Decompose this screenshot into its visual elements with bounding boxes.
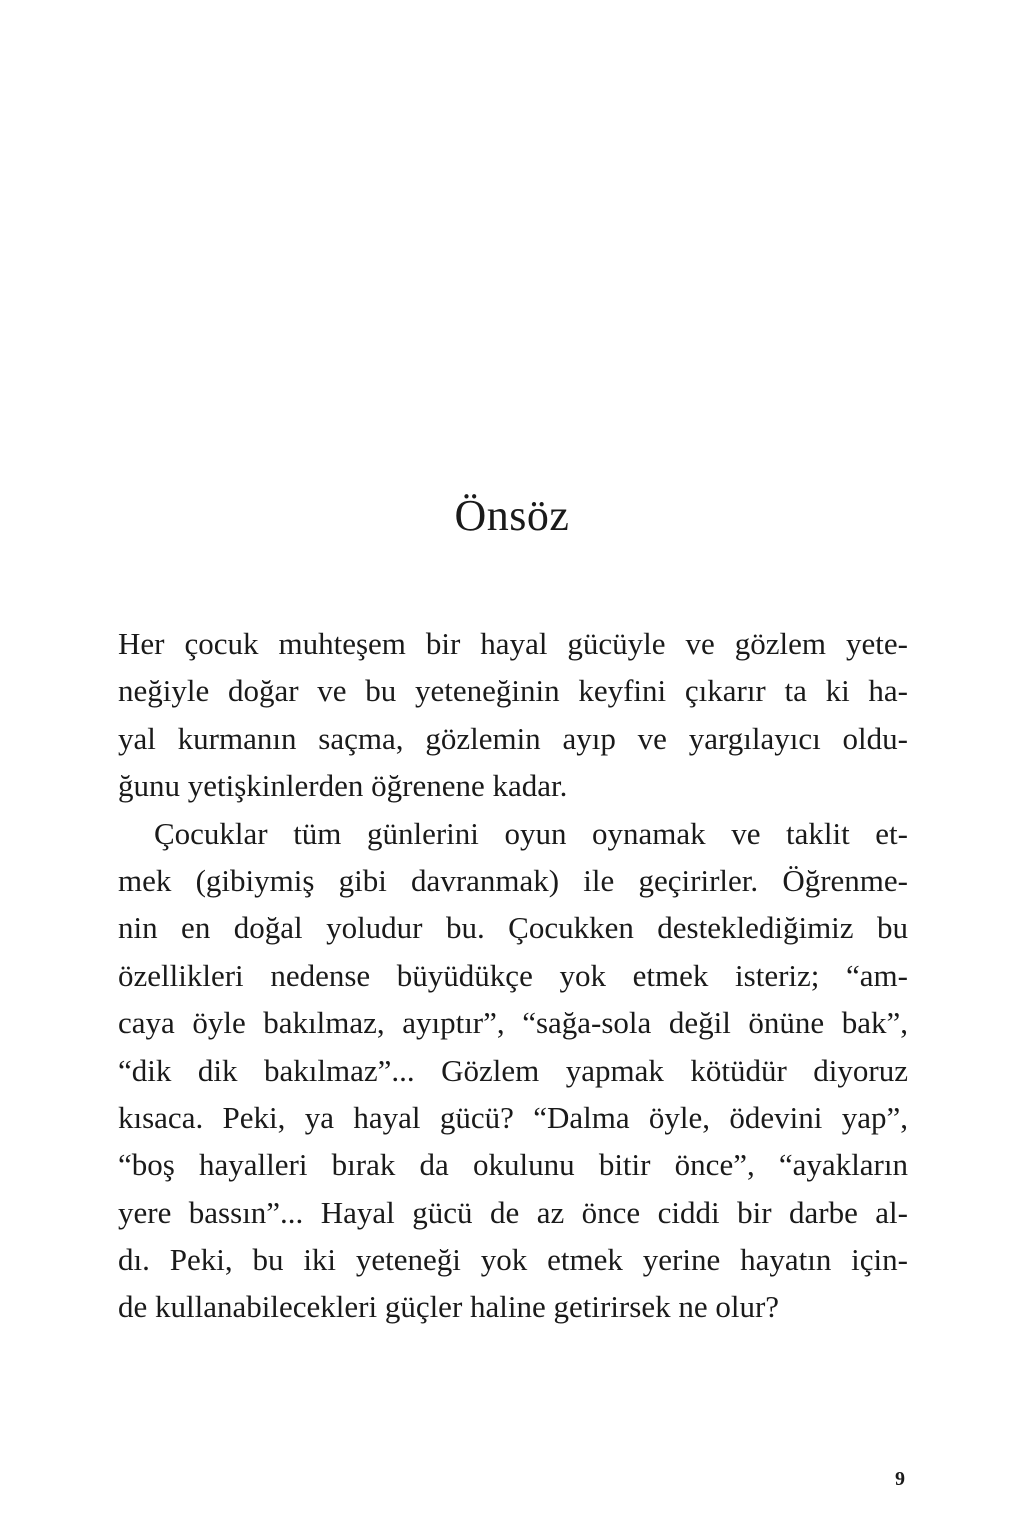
text-line: nin en doğal yoludur bu. Çocukken desteklediğimiz bu [118,910,908,946]
text-line: ğunu yetişkinlerden öğrenene kadar. [118,768,568,804]
text-line: yere bassın”... Hayal gücü de az önce ciddi bir darbe al- [118,1194,908,1230]
chapter-title: Önsöz [454,491,570,540]
text-line: mek (gibiymiş gibi davranmak) ile geçirirler. Öğrenme- [118,862,908,898]
text-line: kısaca. Peki, ya hayal gücü? “Dalma öyle, ödevini yap”, [118,1099,908,1135]
paragraph-2 [118,810,908,1331]
text-line: caya öyle bakılmaz, ayıptır”, “sağa-sola değil önüne bak”, [118,1005,908,1041]
text-line: neğiyle doğar ve bu yeteneğinin keyfini çıkarır ta ki ha- [118,673,908,709]
text-line: “dik dik bakılmaz”... Gözlem yapmak kötüdür diyoruz [118,1052,908,1088]
text-line: de kullanabilecekleri güçler haline getirirsek ne olur? [118,1289,780,1325]
text-line: özellikleri nedense büyüdükçe yok etmek isteriz; “am- [118,957,908,993]
text-line: Çocuklar tüm günlerini oyun oynamak ve taklit et- [154,815,908,851]
paragraph-1 [118,620,908,810]
text-line: yal kurmanın saçma, gözlemin ayıp ve yargılayıcı oldu- [118,720,908,756]
page-number: 9 [895,1468,905,1490]
text-line: Her çocuk muhteşem bir hayal gücüyle ve gözlem yete- [118,626,908,661]
text-line: dı. Peki, bu iki yeteneği yok etmek yerine hayatın için- [118,1242,908,1278]
body-text [118,620,908,1331]
text-line: “boş hayalleri bırak da okulunu bitir önce”, “ayakların [118,1147,908,1183]
